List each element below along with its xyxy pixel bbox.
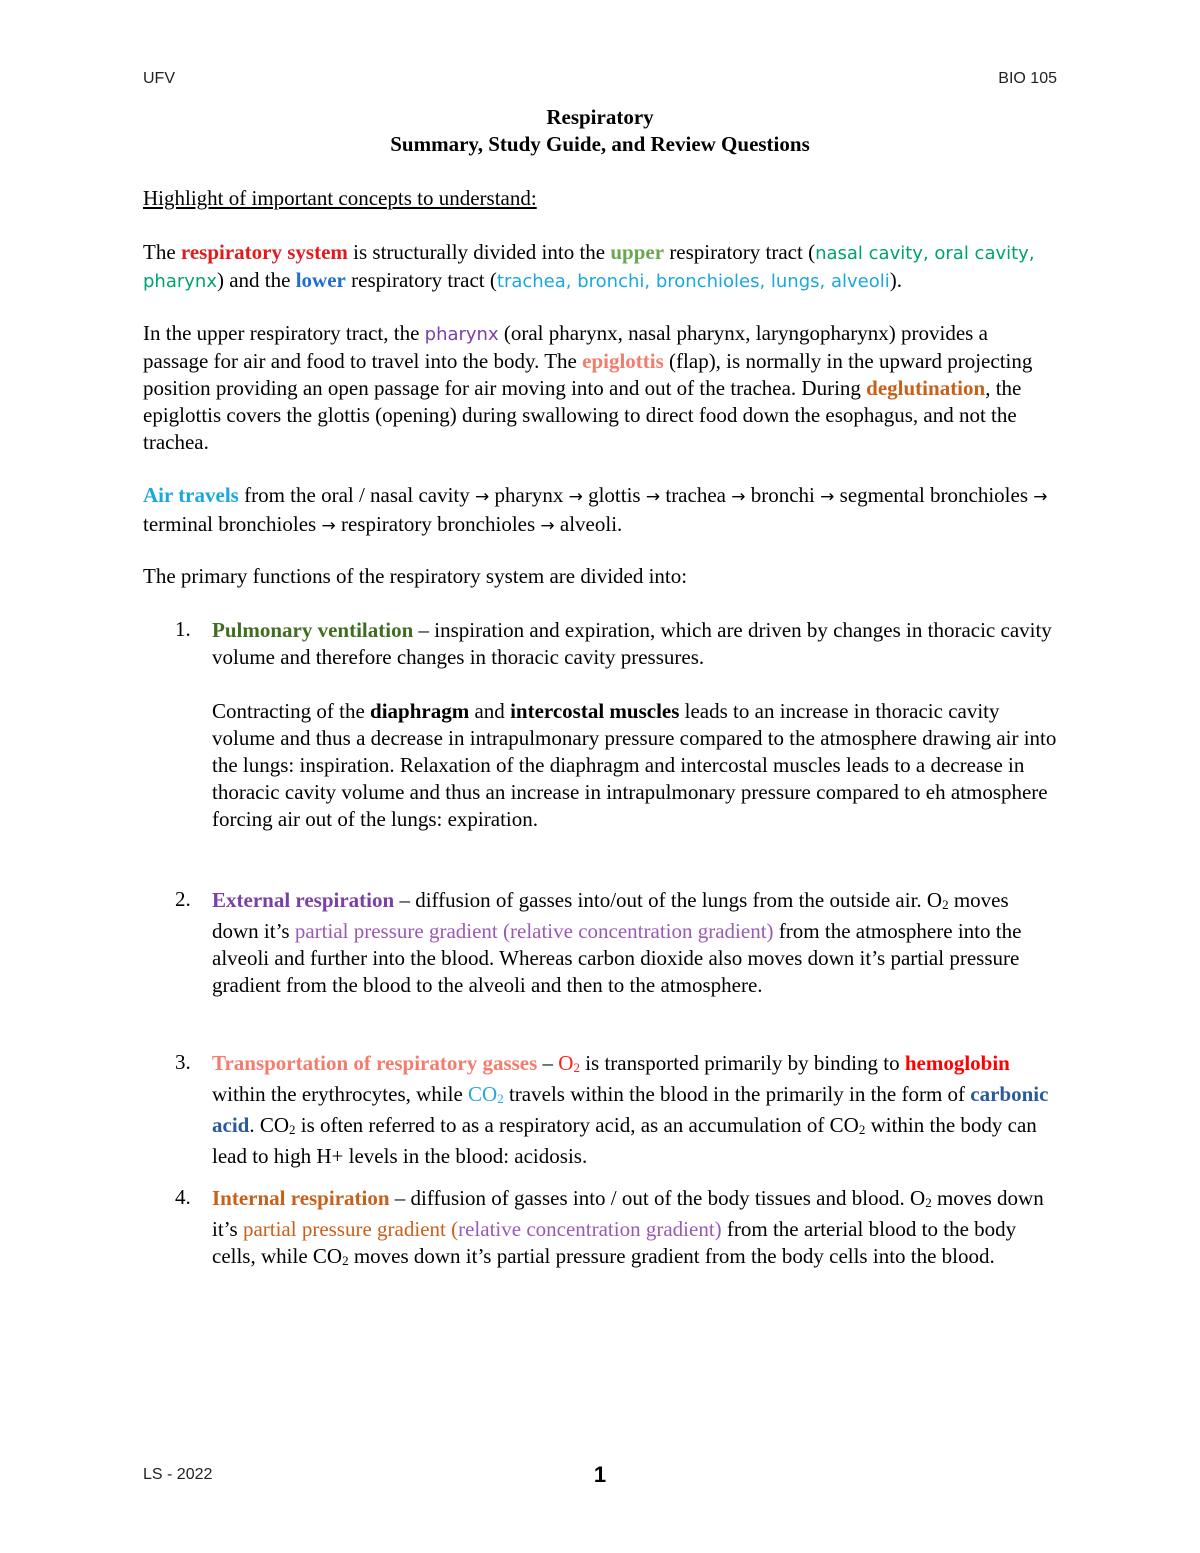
page-title: Respiratory [546,105,654,129]
paragraph-pharynx: In the upper respiratory tract, the pharynx (oral pharynx, nasal pharynx, laryngopharynx) provides a passage for air and food to travel into the body. The epiglottis (flap), is normally in the upward projecting position providing an open passage for air moving into and out of the trachea. During deglutination, the epiglottis covers the glottis (opening) during swallowing to direct food down the esophagus, and not the trachea. [143,321,1033,454]
arrow-icon: → [475,487,490,507]
item-text: Internal respiration – diffusion of gasses into / out of the body tissues and blood. $O_2$ moves down it’s partial pressure gradient (relative concentration gradient) from the arterial blood to the body cells, while $CO_2$ moves down it’s partial pressure gradient from the body cells into the blood. [212,1186,1044,1268]
item-text: Pulmonary ventilation – inspiration and expiration, which are driven by changes in thoracic cavity volume and therefore changes in thoracic cavity pressures. [212,618,1052,669]
term-respiratory-system: respiratory system [180,240,348,264]
term-upper: upper [610,240,665,264]
list-number: 4. [175,1185,191,1209]
list-number: 2. [175,887,191,911]
term-external-respiration: External respiration [212,888,395,912]
paragraph-functions-intro: The primary functions of the respiratory system are divided into: [143,564,688,588]
list-number: 1. [175,617,191,641]
item-text: External respiration – diffusion of gasses into/out of the lungs from the outside air. $O_2$ moves down it’s partial pressure gradient (relative concentration gradient) from the atmosphere into the alveoli and further into the blood. Whereas carbon dioxide also moves down it’s partial pressure gradient from the blood to the alveoli and then to the atmosphere. [212,888,1022,997]
upper-tract-parts: nasal cavity, oral cavity, pharynx [143,243,1035,292]
term-partial-pressure-gradient: partial pressure gradient ( [242,1217,459,1241]
header-right: BIO 105 [998,70,1057,87]
paragraph-structure: The respiratory system is structurally divided into the upper respiratory tract (nasal cavity, oral cavity, pharynx) and the lower respiratory tract (trachea, bronchi, bronchioles, lungs, alveoli). [143,240,1035,292]
page-number: 1 [593,1462,607,1487]
arrow-icon: → [540,516,555,536]
arrow-icon: → [1033,487,1048,507]
term-lower: lower [295,268,346,292]
term-relative-concentration-gradient: relative concentration gradient) [458,1217,722,1241]
term-intercostal-muscles: intercostal muscles [510,699,680,723]
term-deglutination: deglutination [866,376,986,400]
term-partial-pressure-gradient: partial pressure gradient (relative concentration gradient) [294,919,774,943]
list-number: 3. [175,1050,191,1074]
page-subtitle: Summary, Study Guide, and Review Questions [390,132,810,156]
term-diaphragm: diaphragm [370,699,470,723]
term-air-travels: Air travels [143,483,239,507]
term-o2: $O_2$ [558,1051,580,1075]
term-co2: $CO_2$ [468,1082,504,1106]
item-subtext: Contracting of the diaphragm and intercostal muscles leads to an increase in thoracic cavity volume and thus a decrease in intrapulmonary pressure compared to the atmosphere drawing air into the lungs: inspiration. Relaxation of the diaphragm and intercostal muscles leads to a decrease in thoracic cavity volume and thus an increase in intrapulmonary pressure compared to eh atmosphere forcing air out of the lungs: expiration. [212,699,1057,831]
section-heading: Highlight of important concepts to understand: [143,186,537,210]
lower-tract-parts: trachea, bronchi, bronchioles, lungs, alveoli [496,271,890,292]
arrow-icon: → [731,487,746,507]
header-left: UFV [143,70,175,87]
term-hemoglobin: hemoglobin [904,1051,1010,1075]
term-transportation: Transportation of respiratory gasses [212,1051,538,1075]
footer-left: LS - 2022 [143,1466,213,1483]
term-internal-respiration: Internal respiration [212,1186,390,1210]
term-epiglottis: epiglottis [582,349,664,373]
arrow-icon: → [568,487,583,507]
term-pulmonary-ventilation: Pulmonary ventilation [212,618,414,642]
arrow-icon: → [645,487,661,507]
term-pharynx: pharynx [424,324,499,345]
paragraph-air-path: Air travels from the oral / nasal cavity → pharynx → glottis → trachea → bronchi → segmental bronchioles → terminal bronchioles → respiratory bronchioles → alveoli. [143,483,1048,536]
item-text: Transportation of respiratory gasses – $O_2$ is transported primarily by binding to hemoglobin within the erythrocytes, while $CO_2$ travels within the blood in the primarily in the form of carbonic acid. $CO_2$ is often referred to as a respiratory acid, as an accumulation of $CO_2$ within the body can lead to high H+ levels in the blood: acidosis. [212,1051,1049,1168]
term-carbonic-acid: carbonic acid [212,1082,1049,1137]
arrow-icon: → [820,487,835,507]
arrow-icon: → [321,516,336,536]
